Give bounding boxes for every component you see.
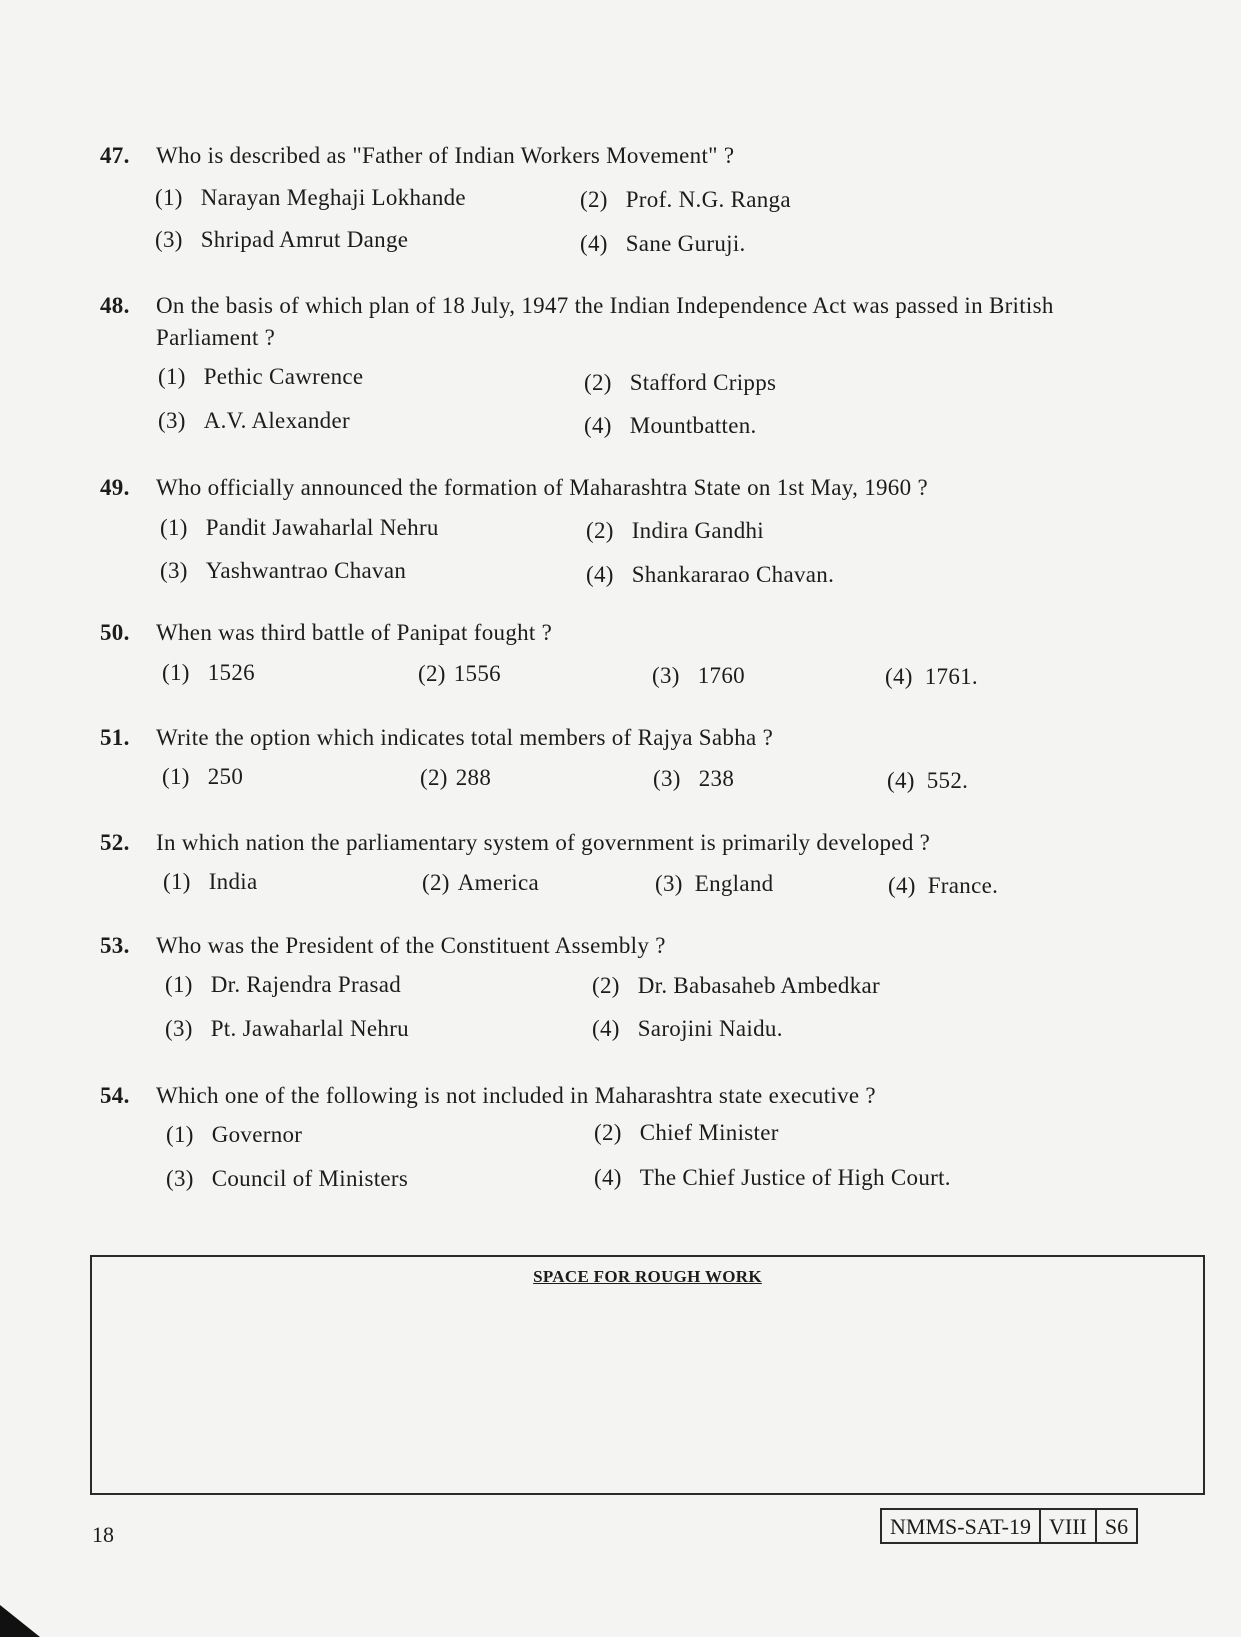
option-number: (2) xyxy=(592,973,620,998)
option-number: (2) xyxy=(418,661,446,686)
option-number: (1) xyxy=(155,185,183,210)
option-number: (1) xyxy=(165,972,193,997)
option-text: Pethic Cawrence xyxy=(203,364,364,389)
option-3 xyxy=(653,766,734,792)
rough-work-box xyxy=(90,1255,1205,1495)
option-text: Sane Guruji. xyxy=(625,231,746,256)
option-number: (4) xyxy=(888,873,916,898)
option-number: (3) xyxy=(653,766,681,791)
question-text: When was third battle of Panipat fought ? xyxy=(156,620,553,645)
option-3 xyxy=(160,558,406,584)
option-2 xyxy=(418,661,501,687)
option-text: America xyxy=(457,870,539,895)
option-text: Shripad Amrut Dange xyxy=(200,227,409,252)
option-1 xyxy=(162,764,243,790)
option-2 xyxy=(420,765,491,791)
option-1 xyxy=(165,972,401,998)
option-2 xyxy=(584,370,776,396)
question-text: In which nation the parliamentary system of government is primarily developed ? xyxy=(156,830,931,855)
option-number: (4) xyxy=(594,1165,622,1190)
page-number: 18 xyxy=(92,1522,114,1547)
question-number: 47. xyxy=(100,143,130,168)
option-3 xyxy=(158,408,350,434)
option-text: 1556 xyxy=(453,661,501,686)
option-3 xyxy=(165,1016,409,1042)
option-text: Indira Gandhi xyxy=(631,518,764,543)
option-text: Governor xyxy=(211,1122,303,1147)
option-text: Council of Ministers xyxy=(211,1166,409,1191)
option-text: Pt. Jawaharlal Nehru xyxy=(210,1016,409,1041)
option-text: Pandit Jawaharlal Nehru xyxy=(205,515,439,540)
option-number: (3) xyxy=(166,1166,194,1191)
option-1 xyxy=(163,869,257,895)
option-4 xyxy=(586,562,834,588)
option-number: (2) xyxy=(422,870,450,895)
option-text: Prof. N.G. Ranga xyxy=(625,187,791,212)
question-52 xyxy=(100,827,1110,898)
question-number: 48. xyxy=(100,293,130,318)
option-text: 288 xyxy=(455,765,492,790)
option-text: Sarojini Naidu. xyxy=(637,1016,783,1041)
question-number: 50. xyxy=(100,620,130,645)
option-3 xyxy=(166,1166,408,1192)
option-number: (4) xyxy=(584,413,612,438)
question-number: 49. xyxy=(100,475,130,500)
option-number: (4) xyxy=(885,664,913,689)
question-text: Which one of the following is not included in Maharashtra state executive ? xyxy=(156,1083,876,1108)
question-47 xyxy=(100,140,1110,256)
option-2 xyxy=(586,518,764,544)
question-number: 51. xyxy=(100,725,130,750)
option-text: England xyxy=(694,871,774,896)
option-4 xyxy=(584,413,757,439)
option-4 xyxy=(592,1016,783,1042)
option-text: Dr. Rajendra Prasad xyxy=(210,972,402,997)
option-text: 552. xyxy=(926,768,969,793)
option-number: (2) xyxy=(420,765,448,790)
rough-work-title: SPACE FOR ROUGH WORK xyxy=(533,1267,762,1286)
set-code: S6 xyxy=(1095,1510,1136,1542)
question-number: 54. xyxy=(100,1083,130,1108)
question-text: Who was the President of the Constituent Assembly ? xyxy=(156,933,666,958)
option-number: (4) xyxy=(586,562,614,587)
option-text: 1760 xyxy=(697,663,745,688)
option-number: (1) xyxy=(158,364,186,389)
option-2 xyxy=(594,1120,779,1146)
option-4 xyxy=(594,1165,951,1191)
option-1 xyxy=(155,185,466,211)
option-1 xyxy=(160,515,439,541)
option-3 xyxy=(655,871,773,897)
standard-code: VIII xyxy=(1039,1510,1095,1542)
option-text: Dr. Babasaheb Ambedkar xyxy=(637,973,881,998)
option-4 xyxy=(888,873,998,899)
option-4 xyxy=(887,768,968,794)
option-number: (4) xyxy=(887,768,915,793)
option-text: France. xyxy=(927,873,999,898)
option-number: (3) xyxy=(655,871,683,896)
option-text: Shankararao Chavan. xyxy=(631,562,835,587)
option-2 xyxy=(580,187,791,213)
option-1 xyxy=(166,1122,302,1148)
option-number: (3) xyxy=(155,227,183,252)
question-text: Write the option which indicates total members of Rajya Sabha ? xyxy=(156,725,774,750)
question-number: 53. xyxy=(100,933,130,958)
option-number: (2) xyxy=(580,187,608,212)
option-text: Yashwantrao Chavan xyxy=(205,558,407,583)
question-50 xyxy=(100,617,1110,689)
paper-code-box xyxy=(880,1508,1138,1544)
option-1 xyxy=(162,660,255,686)
option-text: 1761. xyxy=(924,664,978,689)
option-number: (1) xyxy=(160,515,188,540)
option-number: (3) xyxy=(165,1016,193,1041)
option-text: India xyxy=(208,869,258,894)
option-number: (3) xyxy=(160,558,188,583)
option-text: Stafford Cripps xyxy=(629,370,777,395)
option-number: (1) xyxy=(166,1122,194,1147)
question-51 xyxy=(100,722,1110,793)
question-number: 52. xyxy=(100,830,130,855)
option-number: (1) xyxy=(162,660,190,685)
corner-shadow xyxy=(0,1605,40,1637)
question-53 xyxy=(100,930,1110,1041)
option-number: (4) xyxy=(580,231,608,256)
option-number: (1) xyxy=(162,764,190,789)
question-text: Who officially announced the formation of Maharashtra State on 1st May, 1960 ? xyxy=(156,475,928,500)
option-4 xyxy=(580,231,746,257)
paper-code: NMMS-SAT-19 xyxy=(890,1514,1032,1539)
option-number: (3) xyxy=(158,408,186,433)
option-number: (3) xyxy=(652,663,680,688)
option-number: (2) xyxy=(594,1120,622,1145)
option-2 xyxy=(422,870,539,896)
option-text: 250 xyxy=(207,764,244,789)
question-49 xyxy=(100,472,1110,587)
option-text: Narayan Meghaji Lokhande xyxy=(200,185,466,210)
option-number: (1) xyxy=(163,869,191,894)
option-3 xyxy=(155,227,408,253)
question-48 xyxy=(100,290,1110,438)
question-text: On the basis of which plan of 18 July, 1947 the Indian Independence Act was passed in British Parliament ? xyxy=(156,293,1054,350)
option-text: Chief Minister xyxy=(639,1120,779,1145)
option-text: The Chief Justice of High Court. xyxy=(639,1165,951,1190)
option-3 xyxy=(652,663,745,689)
option-number: (2) xyxy=(584,370,612,395)
option-number: (4) xyxy=(592,1016,620,1041)
option-text: Mountbatten. xyxy=(629,413,757,438)
option-number: (2) xyxy=(586,518,614,543)
question-text: Who is described as "Father of Indian Workers Movement" ? xyxy=(156,143,735,168)
option-text: A.V. Alexander xyxy=(203,408,350,433)
question-54 xyxy=(100,1080,1110,1191)
option-4 xyxy=(885,664,978,690)
option-text: 1526 xyxy=(207,660,255,685)
option-text: 238 xyxy=(698,766,735,791)
option-2 xyxy=(592,973,880,999)
option-1 xyxy=(158,364,363,390)
